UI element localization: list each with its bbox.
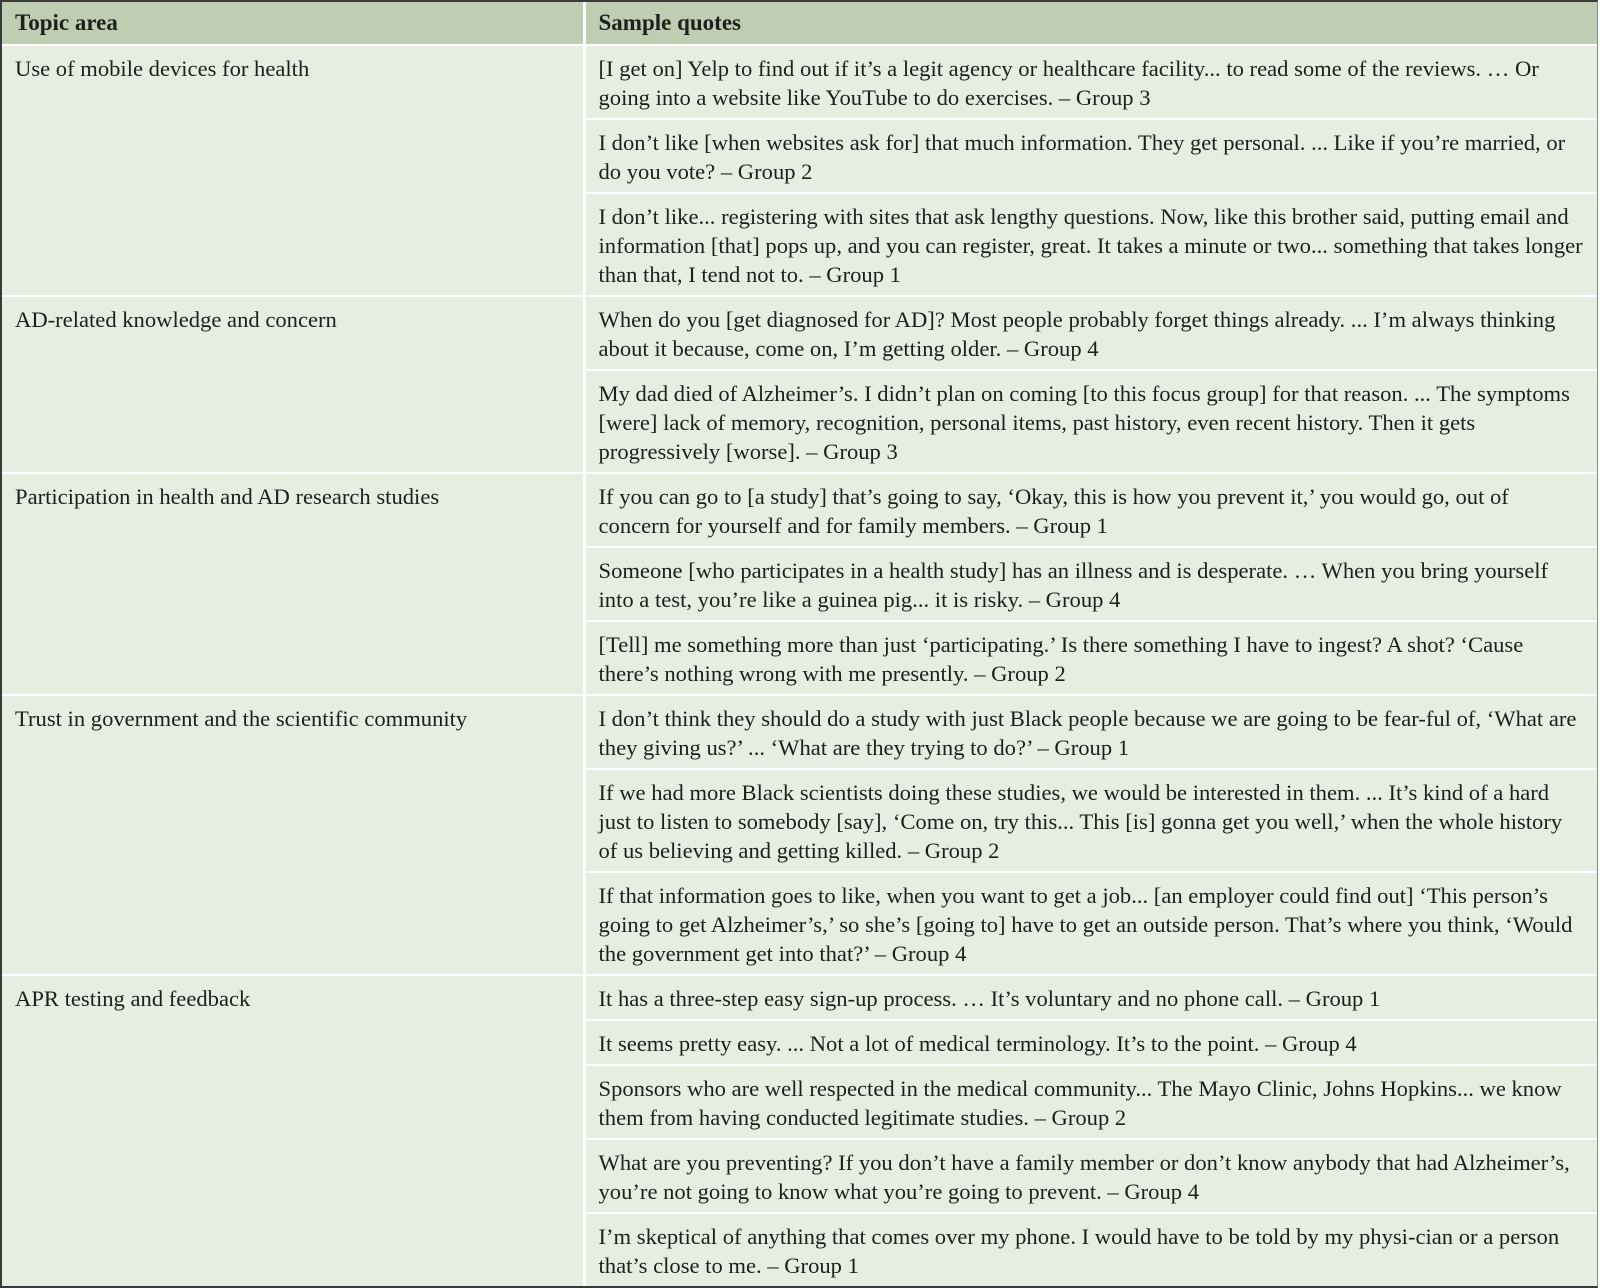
quote-cell: What are you preventing? If you don’t have a family member or don’t know anybody that had Alzheimer’s, you’re not going to know what you’re going to prevent. – Group 4 <box>584 1139 1597 1213</box>
quote-cell: Someone [who participates in a health study] has an illness and is desperate. … When you bring yourself into a test, you’re like a guinea pig... it is risky. – Group 4 <box>584 547 1597 621</box>
quote-cell: I don’t think they should do a study with just Black people because we are going to be fear-ful of, ‘What are they giving us?’ ... ‘What are they trying to do?’ – Group 1 <box>584 695 1597 769</box>
quote-cell: Sponsors who are well respected in the medical community... The Mayo Clinic, Johns Hopkins... we know them from having conducted legitimate studies. – Group 2 <box>584 1065 1597 1139</box>
topic-cell: AD-related knowledge and concern <box>2 296 584 473</box>
header-topic-area: Topic area <box>2 2 584 45</box>
table-row <box>2 975 1597 1020</box>
table-row <box>2 695 1597 769</box>
quote-cell: When do you [get diagnosed for AD]? Most people probably forget things already. ... I’m always thinking about it because, come on, I’m getting older. – Group 4 <box>584 296 1597 370</box>
quotes-table <box>2 2 1597 1286</box>
header-sample-quotes: Sample quotes <box>584 2 1597 45</box>
header-row <box>2 2 1597 45</box>
quote-cell: If we had more Black scientists doing these studies, we would be interested in them. ... It’s kind of a hard just to listen to somebody [say], ‘Come on, try this... This [is] gonna get you well,’ when the whole history of us believing and getting killed. – Group 2 <box>584 769 1597 872</box>
topic-cell: Participation in health and AD research studies <box>2 473 584 695</box>
topic-cell: Trust in government and the scientific community <box>2 695 584 975</box>
topic-cell: Use of mobile devices for health <box>2 45 584 296</box>
quote-cell: If that information goes to like, when you want to get a job... [an employer could find out] ‘This person’s going to get Alzheimer’s,’ so she’s [going to] have to get an outside person. That’s where you think, ‘Would the government get into that?’ – Group 4 <box>584 872 1597 975</box>
quote-cell: [I get on] Yelp to find out if it’s a legit agency or healthcare facility... to read some of the reviews. … Or going into a website like YouTube to do exercises. – Group 3 <box>584 45 1597 119</box>
quote-cell: It seems pretty easy. ... Not a lot of medical terminology. It’s to the point. – Group 4 <box>584 1020 1597 1065</box>
table-row <box>2 45 1597 119</box>
topic-cell: APR testing and feedback <box>2 975 584 1286</box>
table-row <box>2 473 1597 547</box>
quote-cell: I’m skeptical of anything that comes over my phone. I would have to be told by my physi-cian or a person that’s close to me. – Group 1 <box>584 1213 1597 1286</box>
quote-cell: I don’t like... registering with sites that ask lengthy questions. Now, like this brother said, putting email and information [that] pops up, and you can register, great. It takes a minute or two... something that takes longer than that, I tend not to. – Group 1 <box>584 193 1597 296</box>
table-row <box>2 296 1597 370</box>
quote-cell: If you can go to [a study] that’s going to say, ‘Okay, this is how you prevent it,’ you would go, out of concern for yourself and for family members. – Group 1 <box>584 473 1597 547</box>
quote-cell: It has a three-step easy sign-up process. … It’s voluntary and no phone call. – Group 1 <box>584 975 1597 1020</box>
quote-cell: My dad died of Alzheimer’s. I didn’t plan on coming [to this focus group] for that reason. ... The symptoms [were] lack of memory, recognition, personal items, past history, even recent history. Then it gets progressively [worse]. – Group 3 <box>584 370 1597 473</box>
quote-cell: I don’t like [when websites ask for] that much information. They get personal. ... Like if you’re married, or do you vote? – Group 2 <box>584 119 1597 193</box>
quote-cell: [Tell] me something more than just ‘participating.’ Is there something I have to ingest? A shot? ‘Cause there’s nothing wrong with me presently. – Group 2 <box>584 621 1597 695</box>
